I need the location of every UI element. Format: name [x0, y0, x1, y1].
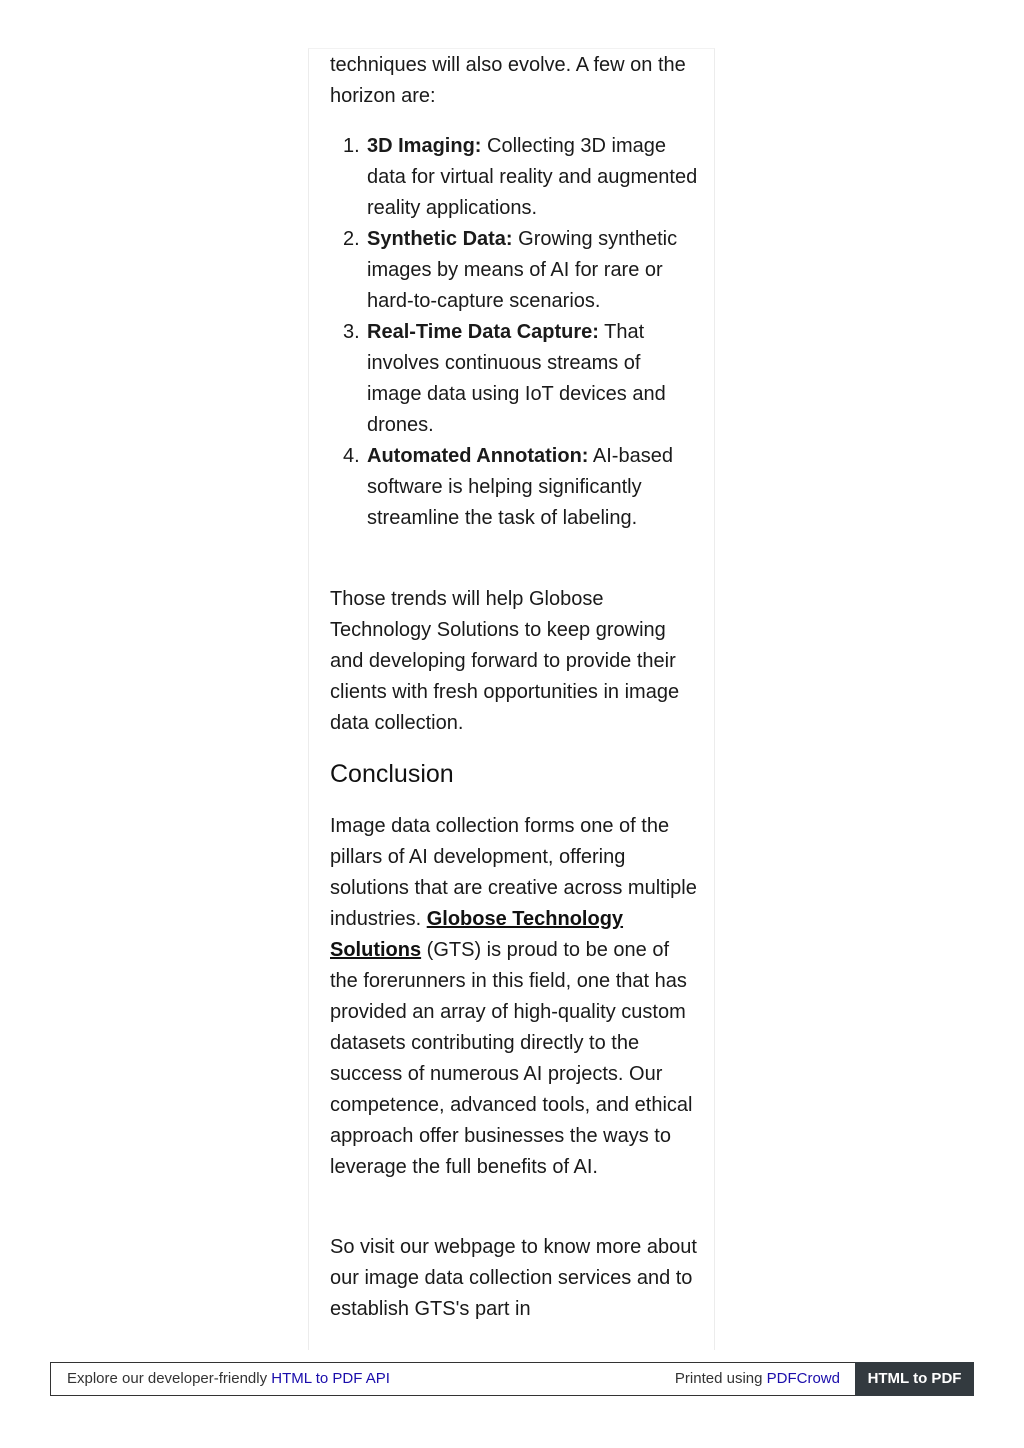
- intro-paragraph: techniques will also evolve. A few on the horizon are:: [330, 54, 686, 107]
- article-column: [308, 48, 715, 1350]
- trends-summary-paragraph: Those trends will help Globose Technology Solutions to keep growing and developing forward to provide their clients with fresh opportunities in image data collection.: [330, 588, 680, 734]
- list-item: [343, 224, 698, 317]
- list-item-text: Growing synthetic images by means of AI for rare or hard-to-capture scenarios.: [367, 228, 678, 312]
- gts-link[interactable]: Globose Technology Solutions: [330, 908, 624, 961]
- conclusion-text-start: Image data collection forms one of the pillars of AI development, offering solutions that are creative across multiple industries.: [330, 815, 697, 930]
- list-item-text: That involves continuous streams of image data using IoT devices and drones.: [367, 321, 666, 436]
- conclusion-heading: Conclusion: [330, 760, 454, 788]
- list-item-number: 2.: [343, 228, 360, 250]
- list-item-number: 4.: [343, 445, 360, 467]
- html-to-pdf-button[interactable]: HTML to PDF: [855, 1362, 974, 1396]
- pdfcrowd-footer: [50, 1362, 974, 1396]
- list-item-term: 3D Imaging:: [367, 135, 482, 157]
- list-item: [343, 317, 698, 441]
- visit-paragraph: So visit our webpage to know more about our image data collection services and to establish GTS's part in: [330, 1236, 697, 1320]
- list-item: [343, 131, 698, 224]
- list-item-term: Real-Time Data Capture:: [367, 321, 599, 343]
- pdfcrowd-link[interactable]: PDFCrowd: [766, 1370, 840, 1387]
- footer-printed-text: Printed using: [674, 1370, 767, 1387]
- list-item-text: AI-based software is helping significantly streamline the task of labeling.: [367, 445, 673, 529]
- conclusion-text-end: (GTS) is proud to be one of the forerunners in this field, one that has provided an array of high-quality custom datasets contributing directly to the success of numerous AI projects. Our competence, advanced tools, and ethical approach offer businesses the ways to leverage the full benefits of AI.: [330, 939, 693, 1178]
- list-item-term: Automated Annotation:: [367, 445, 589, 467]
- conclusion-paragraph: [330, 811, 698, 1183]
- list-item-number: 3.: [343, 321, 360, 343]
- list-item-term: Synthetic Data:: [367, 228, 513, 250]
- html-to-pdf-api-link[interactable]: HTML to PDF API: [271, 1370, 390, 1387]
- footer-explore-text: Explore our developer-friendly: [67, 1370, 272, 1387]
- list-item: [343, 441, 698, 534]
- future-trends-list: [330, 131, 698, 534]
- footer-printed: [675, 1363, 840, 1395]
- list-item-number: 1.: [343, 135, 360, 157]
- footer-explore: [67, 1363, 390, 1395]
- list-item-text: Collecting 3D image data for virtual reality and augmented reality applications.: [367, 135, 698, 219]
